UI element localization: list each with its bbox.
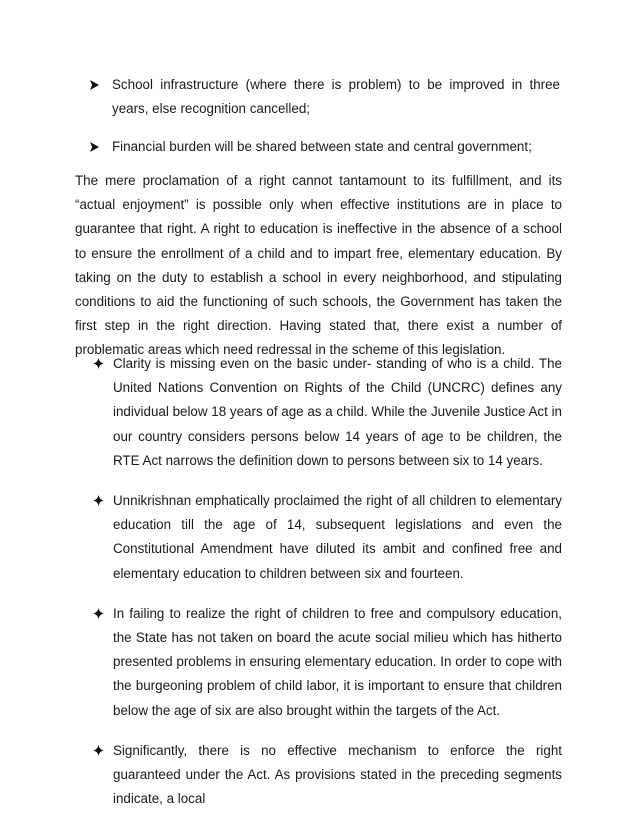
list-item-text: Unnikrishnan emphatically proclaimed the right of all children to elementary education till the age of 14, subsequent legislations and even the Constitutional Amendment have diluted its ambit and confined free and elementary education to children between six and fourteen. bbox=[113, 493, 562, 581]
list-item bbox=[93, 602, 562, 723]
body-paragraph: The mere proclamation of a right cannot tantamount to its fulfillment, and its “actual enjoyment” is possible only when effective institutions are in place to guarantee that right. A right to education is ineffective in the absence of a school to ensure the enrollment of a child and to impart free, elementary education. By taking on the duty to establish a school in every neighborhood, and stipulating conditions to aid the functioning of such schools, the Government has taken the first step in the right direction. Having stated that, there exist a number of problematic areas which need redressal in the scheme of this legislation. bbox=[75, 173, 562, 358]
list-item-text: Financial burden will be shared between state and central government; bbox=[112, 139, 532, 154]
arrow-bullet-icon bbox=[90, 135, 106, 152]
list-item-text: Significantly, there is no effective mechanism to enforce the right guaranteed under the Act. As provisions stated in the preceding segments indicate, a local bbox=[113, 742, 562, 807]
list-item bbox=[93, 739, 562, 812]
arrow-bullet-list bbox=[90, 73, 560, 173]
list-item bbox=[93, 489, 562, 586]
list-item-text: In failing to realize the right of children to free and compulsory education, the State has not taken on board the acute social milieu which has hitherto presented problems in ensuring elementary education. In order to cope with the burgeoning problem of child labor, it is important to ensure that children below the age of six are also brought within the targets of the Act. bbox=[113, 605, 562, 718]
diamond-bullet-icon bbox=[93, 739, 109, 756]
diamond-bullet-icon bbox=[93, 489, 109, 506]
list-item-text: Clarity is missing even on the basic under- standing of who is a child. The United Nations Convention on Rights of the Child (UNCRC) defines any individual below 18 years of age as a child. While the Juvenile Justice Act in our country considers persons below 14 years of age to be children, the RTE Act narrows the definition down to persons between six to 14 years. bbox=[113, 356, 562, 468]
diamond-bullet-icon bbox=[93, 602, 109, 619]
list-item bbox=[93, 352, 562, 473]
arrow-bullet-icon bbox=[90, 73, 106, 90]
list-item bbox=[90, 73, 560, 121]
list-item bbox=[90, 135, 560, 159]
list-item-text: School infrastructure (where there is problem) to be improved in three years, else recognition cancelled; bbox=[112, 77, 560, 116]
diamond-bullet-icon bbox=[93, 352, 109, 369]
diamond-bullet-list bbox=[93, 352, 562, 827]
